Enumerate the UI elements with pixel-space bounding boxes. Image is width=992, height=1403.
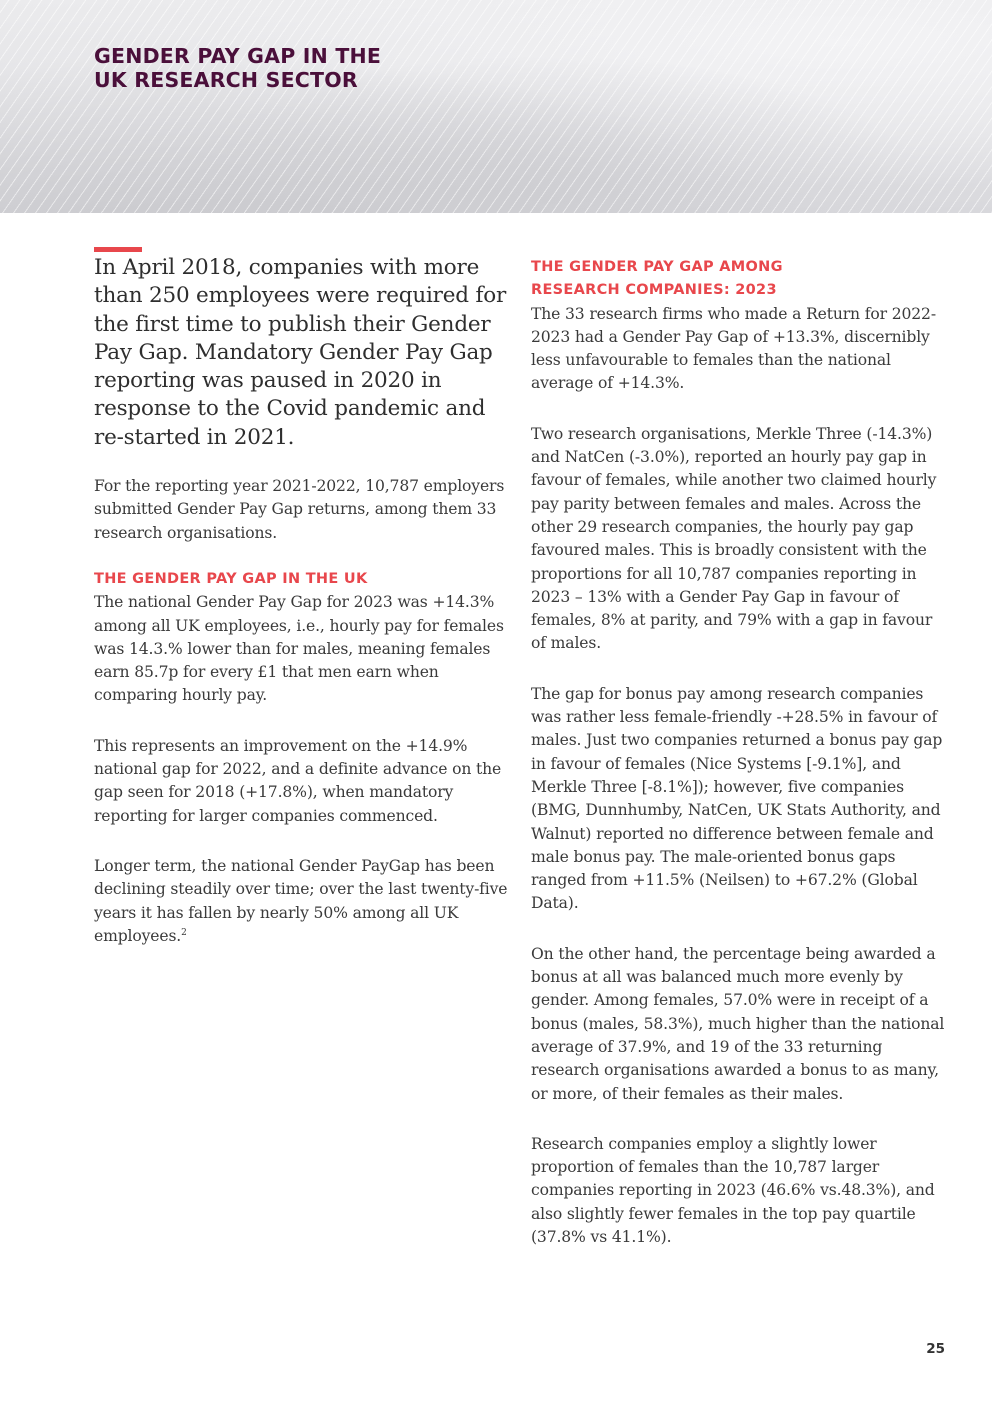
left-column — [94, 254, 514, 948]
page-title-line-2: UK RESEARCH SECTOR — [94, 68, 358, 92]
research-paragraph-1: The 33 research firms who made a Return for 2022-2023 had a Gender Pay Gap of +13.3%, discernibly less unfavourable to females than the national average of +14.3%. — [531, 304, 936, 393]
uk-paragraph-3 — [94, 855, 514, 948]
research-paragraph-4: On the other hand, the percentage being awarded a bonus at all was balanced much more evenly by gender. Among females, 57.0% were in receipt of a bonus (males, 58.3%), much higher than the national average of 37.9%, and 19 of the 33 returning research organisations awarded a bonus to as many, or more, of their females as their males. — [531, 944, 945, 1103]
research-paragraph-3: The gap for bonus pay among research companies was rather less female-friendly -+28.5% in favour of males. Just two companies returned a bonus pay gap in favour of females (Nice Systems [-9.1%], and Merkle Three [-8.1%]); however, five companies (BMG, Dunnhumby, NatCen, UK Stats Authority, and Walnut) reported no difference between female and male bonus pay. The male-oriented bonus gaps ranged from +11.5% (Neilsen) to +67.2% (Global Data). — [531, 684, 943, 913]
uk-section-heading: THE GENDER PAY GAP IN THE UK — [94, 570, 368, 587]
page-title — [94, 44, 381, 92]
right-column — [531, 256, 951, 1249]
research-heading-line-1: THE GENDER PAY GAP AMONG — [531, 259, 783, 275]
page-number: 25 — [926, 1341, 945, 1357]
lead-paragraph: In April 2018, companies with more than 250 employees were required for the first time to publish their Gender Pay Gap. Mandatory Gender Pay Gap reporting was paused in 2020 in response to the Covid pandemic and re-started in 2021. — [94, 255, 507, 450]
uk-paragraph-3-text: Longer term, the national Gender PayGap has been declining steadily over time; over the last twenty-five years it has fallen by nearly 50% among all UK employees. — [94, 856, 508, 945]
research-heading-line-2: RESEARCH COMPANIES: 2023 — [531, 282, 777, 299]
research-paragraph-5: Research companies employ a slightly lower proportion of females than the 10,787 larger companies reporting in 2023 (46.6% vs.48.3%), and also slightly fewer females in the top pay quartile (37.8% vs 41.1%). — [531, 1134, 935, 1246]
footnote-reference[interactable]: 2 — [181, 927, 187, 938]
uk-paragraph-1: The national Gender Pay Gap for 2023 was +14.3% among all UK employees, i.e., hourly pay for females was 14.3.% lower than for males, meaning females earn 85.7p for every £1 that men earn when comparing hourly pay. — [94, 593, 504, 705]
research-section-heading — [531, 256, 951, 303]
research-paragraph-2: Two research organisations, Merkle Three (-14.3%) and NatCen (-3.0%), reported an hourly pay gap in favour of females, while another two claimed hourly pay parity between females and males. Across the other 29 research companies, the hourly pay gap favoured males. This is broadly consistent with the proportions for all 10,787 companies reporting in 2023 – 13% with a Gender Pay Gap in favour of females, 8% at parity, and 79% with a gap in favour of males. — [531, 424, 937, 653]
intro-paragraph: For the reporting year 2021-2022, 10,787 employers submitted Gender Pay Gap returns, among them 33 research organisations. — [94, 477, 505, 542]
header-banner — [0, 0, 992, 213]
accent-bar — [94, 247, 142, 252]
uk-paragraph-2: This represents an improvement on the +14.9% national gap for 2022, and a definite advance on the gap seen for 2018 (+17.8%), when mandatory reporting for larger companies commenced. — [94, 736, 502, 825]
page-title-line-1: GENDER PAY GAP IN THE — [94, 44, 382, 68]
